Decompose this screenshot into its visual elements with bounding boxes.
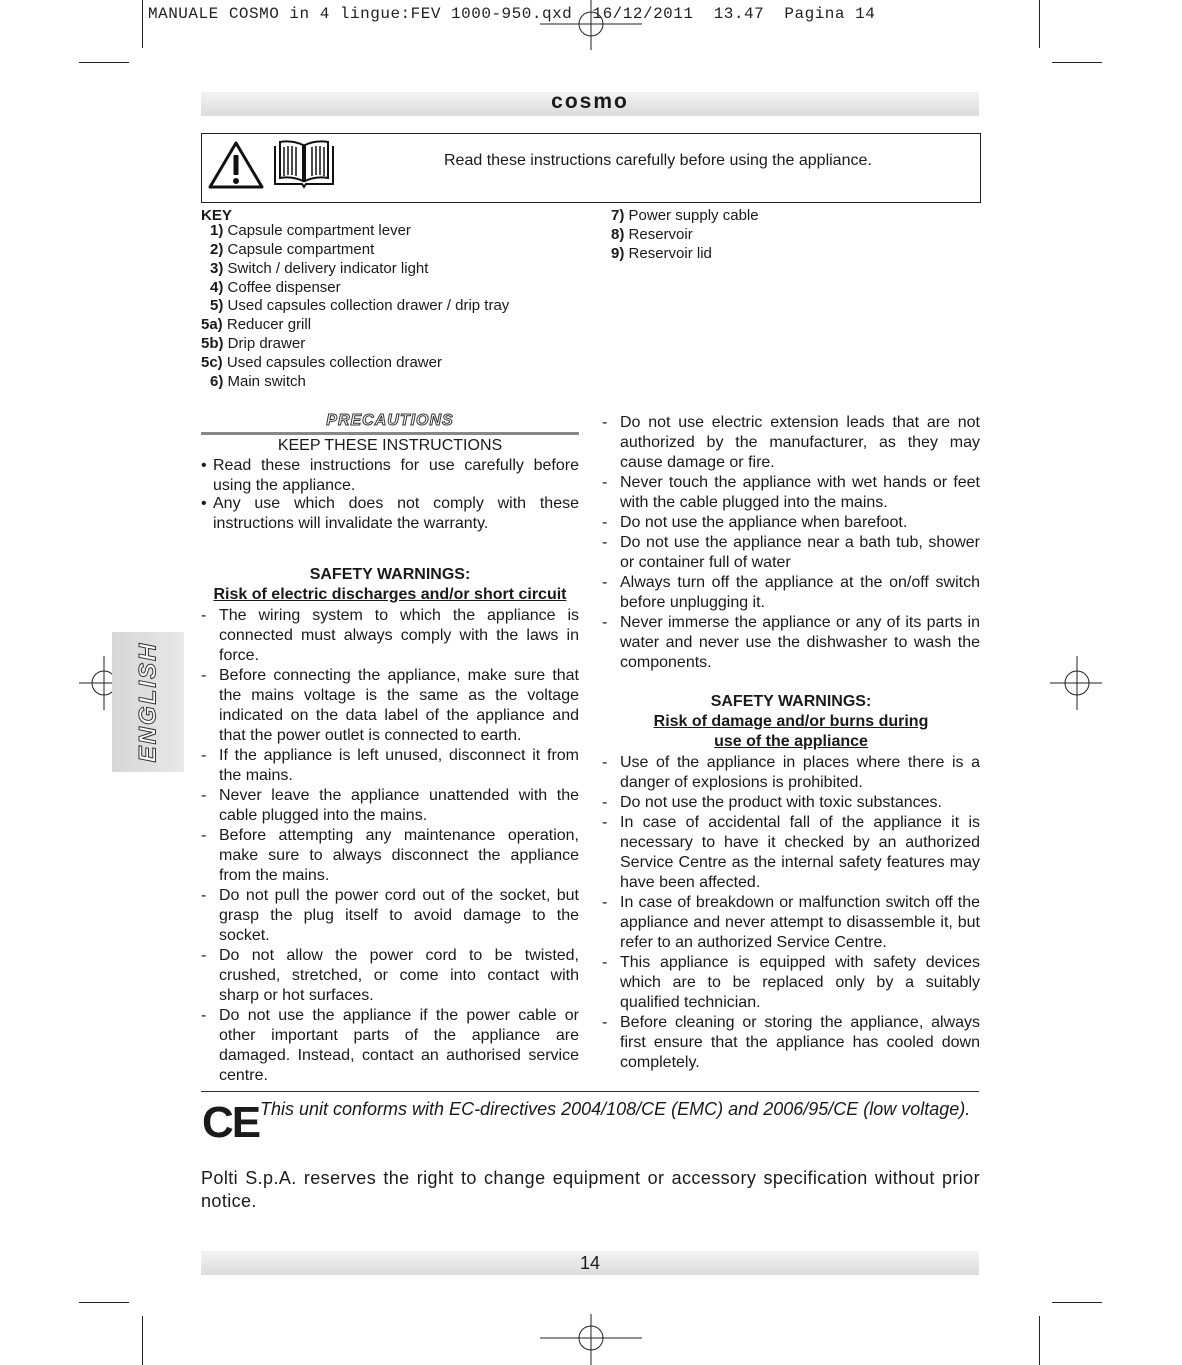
warning-triangle-icon — [208, 140, 264, 190]
crop-mark — [79, 62, 129, 63]
safety-item: - Always turn off the appliance at the on/off switch before unplugging it. — [602, 574, 980, 611]
crop-mark — [1052, 1302, 1102, 1303]
safety-subheading-electric: Risk of electric discharges and/or short circuit — [213, 586, 567, 603]
safety-item: - Never immerse the appliance or any of its parts in water and never use the dishwasher to wash the components. — [602, 614, 980, 671]
key-item: 7) Power supply cable — [611, 207, 759, 224]
safety-item: - Do not use the appliance if the power cable or other important parts of the appliance are damaged. Instead, contact an authorised service centre. — [201, 1007, 579, 1084]
crop-mark — [1039, 0, 1040, 48]
safety-item: - Before cleaning or storing the appliance, always first ensure that the appliance has cooled down completely. — [602, 1014, 980, 1071]
manual-book-icon — [272, 138, 336, 190]
crop-mark — [1039, 1316, 1040, 1365]
registration-mark-top — [540, 0, 642, 50]
safety-item: - Never leave the appliance unattended with the cable plugged into the mains. — [201, 787, 579, 824]
safety-item: - In case of breakdown or malfunction switch off the appliance and never attempt to disassemble it, but refer to an authorized Service Centre. — [602, 894, 980, 951]
brand-logo: cosmo — [551, 90, 629, 113]
safety-item: - Do not use the appliance when barefoot. — [602, 514, 908, 531]
safety-item: - If the appliance is left unused, disconnect it from the mains. — [201, 747, 579, 784]
precaution-bullet: • Any use which does not comply with these instructions will invalidate the warranty. — [201, 495, 579, 532]
key-item: 1) Capsule compartment lever — [210, 222, 411, 239]
precautions-rule — [201, 432, 579, 435]
safety-heading-electric: SAFETY WARNINGS: — [309, 566, 471, 583]
safety-item: - In case of accidental fall of the appliance it is necessary to have it checked by an authorized Service Centre as the internal safety features may have been affected. — [602, 814, 980, 891]
key-item: 3) Switch / delivery indicator light — [210, 260, 429, 277]
crop-mark — [142, 0, 143, 48]
safety-item: - Do not pull the power cord out of the socket, but grasp the plug itself to avoid damage to the socket. — [201, 887, 579, 944]
keep-instructions: KEEP THESE INSTRUCTIONS — [277, 437, 503, 454]
polti-disclaimer: Polti S.p.A. reserves the right to change equipment or accessory specification without prior notice. — [201, 1168, 980, 1211]
safety-item: - Never touch the appliance with wet hands or feet with the cable plugged into the mains. — [602, 474, 980, 511]
safety-item: - This appliance is equipped with safety devices which are to be replaced only by a suitably qualified technician. — [602, 954, 980, 1011]
safety-item: - Before attempting any maintenance operation, make sure to always disconnect the appliance from the mains. — [201, 827, 579, 884]
crop-mark — [79, 1302, 129, 1303]
ce-mark-icon: CE — [202, 1098, 260, 1147]
key-item: 2) Capsule compartment — [210, 241, 375, 258]
language-tab-label: ENGLISH — [134, 641, 161, 763]
safety-item: - Do not allow the power cord to be twisted, crushed, stretched, or come into contact with sharp or hot surfaces. — [201, 947, 579, 1004]
key-item: 5a) Reducer grill — [201, 316, 312, 333]
safety-item: - The wiring system to which the appliance is connected must always comply with the laws in force. — [201, 607, 579, 664]
safety-item: - Use of the appliance in places where there is a danger of explosions is prohibited. — [602, 754, 980, 791]
footer-rule — [201, 1091, 979, 1092]
key-title: KEY — [201, 207, 232, 224]
ce-conformity-text: This unit conforms with EC-directives 2004/108/CE (EMC) and 2006/95/CE (low voltage). — [260, 1099, 971, 1119]
key-item: 8) Reservoir — [611, 226, 693, 243]
precautions-title: PRECAUTIONS — [326, 412, 454, 429]
key-item: 5c) Used capsules collection drawer — [201, 354, 442, 371]
warning-text: Read these instructions carefully before using the appliance. — [444, 152, 872, 169]
crop-mark — [1052, 62, 1102, 63]
key-item: 9) Reservoir lid — [611, 245, 712, 262]
safety-subheading-burns: Risk of damage and/or burns during — [653, 713, 929, 730]
safety-subheading-burns-line2: use of the appliance — [714, 733, 868, 750]
safety-item: - Do not use the product with toxic substances. — [602, 794, 942, 811]
safety-item: - Do not use the appliance near a bath tub, shower or container full of water — [602, 534, 980, 571]
key-item: 5) Used capsules collection drawer / drip tray — [210, 297, 510, 314]
print-slug: MANUALE COSMO in 4 lingue:FEV 1000-950.qxd 16/12/2011 13.47 Pagina 14 — [148, 5, 876, 23]
crop-mark — [142, 1316, 143, 1365]
precaution-bullet: • Read these instructions for use carefully before using the appliance. — [201, 457, 579, 494]
registration-mark-right — [1050, 656, 1102, 710]
safety-heading-burns: SAFETY WARNINGS: — [710, 693, 872, 710]
key-item: 4) Coffee dispenser — [210, 279, 341, 296]
key-item: 6) Main switch — [210, 373, 306, 390]
key-item: 5b) Drip drawer — [201, 335, 306, 352]
page-number: 14 — [579, 1253, 601, 1273]
registration-mark-bottom — [540, 1314, 642, 1365]
safety-item: - Before connecting the appliance, make sure that the mains voltage is the same as the voltage indicated on the data label of the appliance and that the power outlet is connected to earth. — [201, 667, 579, 744]
safety-item: - Do not use electric extension leads that are not authorized by the manufacturer, as they may cause damage or fire. — [602, 414, 980, 471]
